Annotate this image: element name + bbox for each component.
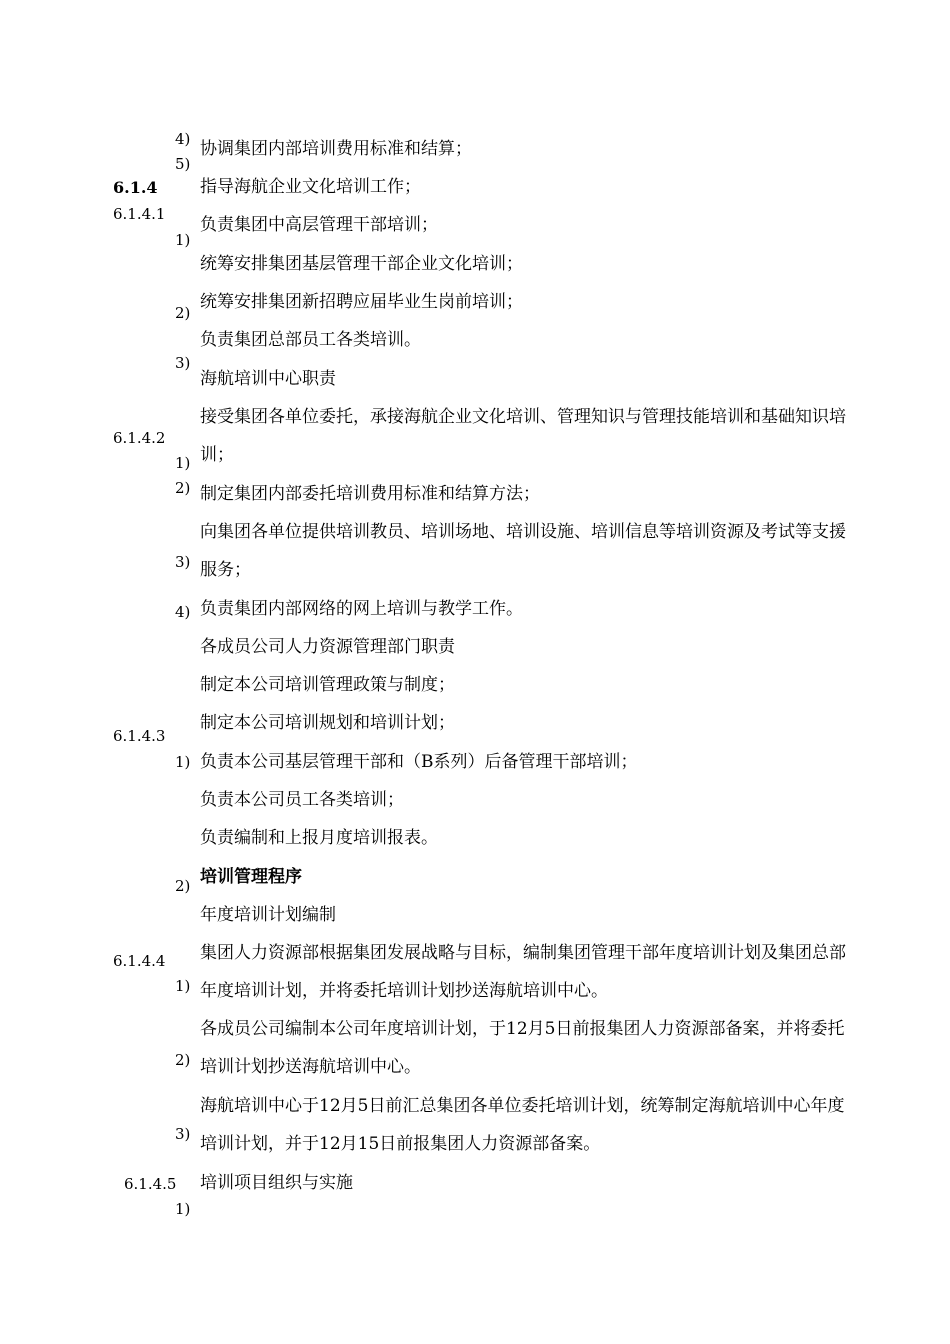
body-line: 负责本公司员工各类培训；: [200, 790, 404, 810]
list-marker: 2): [175, 877, 191, 895]
subsection-heading: 培训项目组织与实施: [200, 1173, 353, 1193]
list-marker: 4): [175, 130, 191, 148]
body-paragraph: 海航培训中心于12月5日前汇总集团各单位委托培训计划，统筹制定海航培训中心年度培训计划，并于12月15日前报集团人力资源部备案。: [200, 1096, 845, 1154]
section-number: 6.1.4.1: [113, 205, 166, 223]
section-number: 6.1.4.4: [113, 952, 166, 970]
list-marker: 1): [175, 977, 191, 995]
list-marker: 1): [175, 454, 191, 472]
section-number: 6.1.4.5: [124, 1175, 177, 1193]
subsection-heading: 年度培训计划编制: [200, 905, 336, 925]
body-line: 制定本公司培训规划和培训计划；: [200, 713, 455, 733]
body-line: 统筹安排集团基层管理干部企业文化培训；: [200, 254, 523, 274]
body-line: 负责集团总部员工各类培训。: [200, 330, 421, 350]
list-marker: 4): [175, 603, 191, 621]
list-marker: 3): [175, 1125, 191, 1143]
list-marker: 1): [175, 231, 191, 249]
body-line: 制定本公司培训管理政策与制度；: [200, 675, 455, 695]
list-marker: 1): [175, 753, 191, 771]
body-paragraph: 各成员公司编制本公司年度培训计划，于12月5日前报集团人力资源部备案，并将委托培训计划抄送海航培训中心。: [200, 1019, 845, 1077]
section-number: 6.1.4.2: [113, 429, 166, 447]
section-number: 6.1.4: [113, 178, 158, 197]
subsection-heading: 各成员公司人力资源管理部门职责: [200, 637, 455, 657]
list-marker: 2): [175, 1051, 191, 1069]
list-marker: 2): [175, 304, 191, 322]
body-line: 负责本公司基层管理干部和（B系列）后备管理干部培训；: [200, 752, 638, 772]
body-paragraph: 接受集团各单位委托，承接海航企业文化培训、管理知识与管理技能培训和基础知识培训；: [200, 407, 846, 465]
subsection-heading: 海航培训中心职责: [200, 369, 336, 389]
body-paragraph: 向集团各单位提供培训教员、培训场地、培训设施、培训信息等培训资源及考试等支援服务；: [200, 522, 846, 580]
list-marker: 1): [175, 1200, 191, 1218]
body-paragraph: 集团人力资源部根据集团发展战略与目标，编制集团管理干部年度培训计划及集团总部年度培训计划，并将委托培训计划抄送海航培训中心。: [200, 943, 846, 1001]
body-line: 指导海航企业文化培训工作；: [200, 177, 421, 197]
section-number: 6.1.4.3: [113, 727, 166, 745]
body-line: 负责编制和上报月度培训报表。: [200, 828, 438, 848]
section-heading: 培训管理程序: [200, 867, 302, 887]
list-marker: 2): [175, 479, 191, 497]
body-line: 负责集团中高层管理干部培训；: [200, 215, 438, 235]
body-line: 协调集团内部培训费用标准和结算；: [200, 139, 472, 159]
list-marker: 3): [175, 354, 191, 372]
list-marker: 5): [175, 155, 191, 173]
body-line: 制定集团内部委托培训费用标准和结算方法；: [200, 484, 540, 504]
list-marker: 3): [175, 553, 191, 571]
body-line: 统筹安排集团新招聘应届毕业生岗前培训；: [200, 292, 523, 312]
body-line: 负责集团内部网络的网上培训与教学工作。: [200, 599, 523, 619]
